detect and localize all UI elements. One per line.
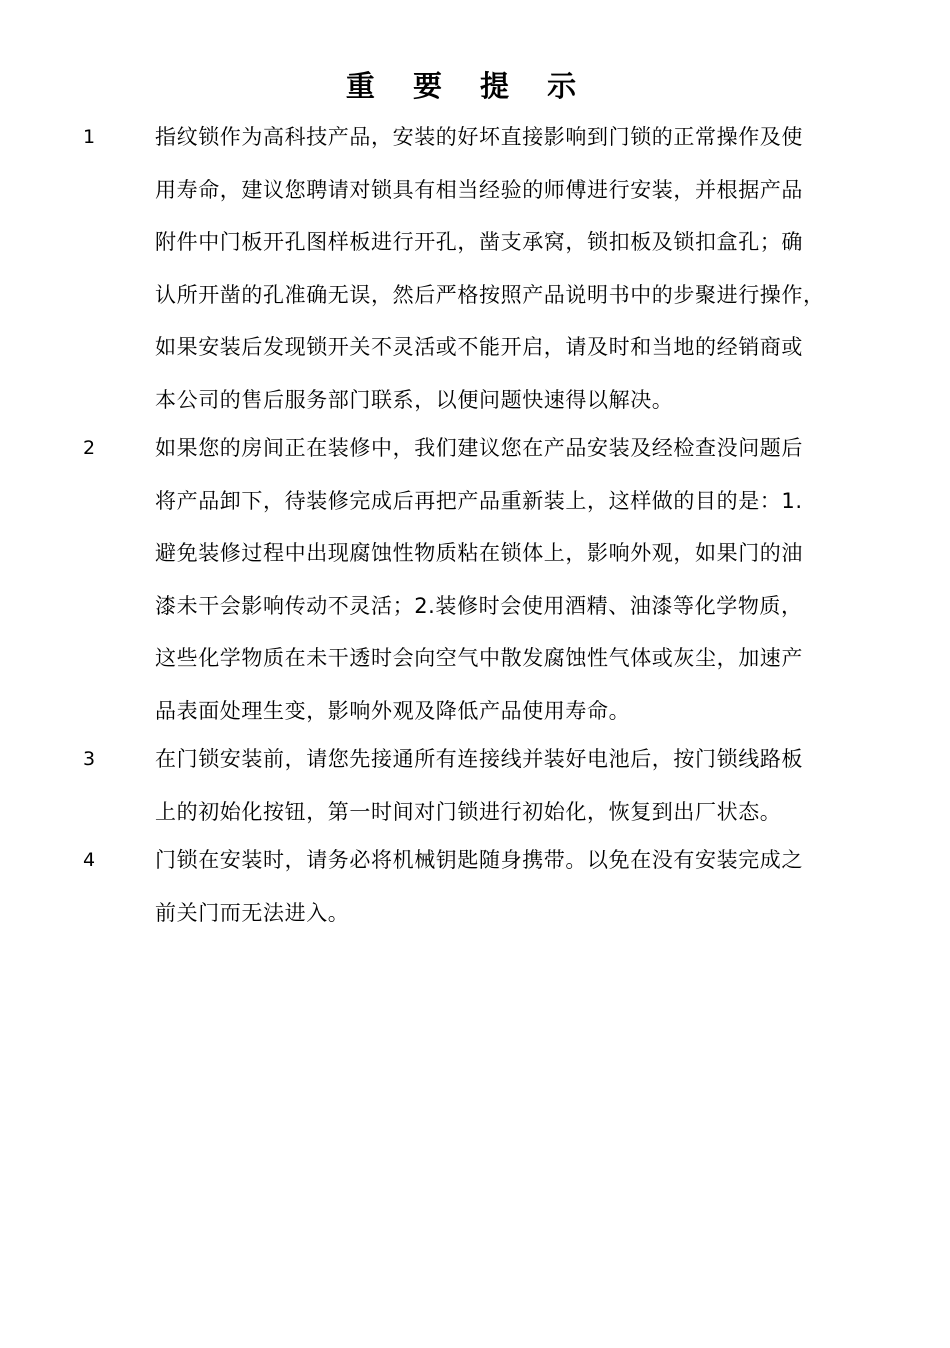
- item-number: 3: [83, 748, 96, 770]
- page-title: 重 要 提 示: [345, 69, 591, 103]
- item-text-line: 这些化学物质在未干透时会向空气中散发腐蚀性气体或灰尘，加速产: [155, 646, 803, 670]
- item-text-line: 本公司的售后服务部门联系，以便问题快速得以解决。: [155, 387, 674, 412]
- item-text: [155, 733, 890, 838]
- item-number: 2: [83, 437, 96, 459]
- item-text-line: 漆未干会影响传动不灵活；2.装修时会使用酒精、油漆等化学物质，: [155, 593, 803, 618]
- item-text: [155, 111, 890, 426]
- item-text-line: 如果您的房间正在装修中，我们建议您在产品安装及经检查没问题后: [155, 436, 803, 460]
- item-text-line: 指纹锁作为高科技产品，安装的好坏直接影响到门锁的正常操作及使: [155, 125, 803, 149]
- item-number: 1: [83, 126, 96, 148]
- item-number: 4: [83, 849, 96, 871]
- item-text: [155, 834, 890, 939]
- item-text-line: 附件中门板开孔图样板进行开孔，凿支承窝，锁扣板及锁扣盒孔；确: [155, 230, 803, 254]
- item-text-line: 将产品卸下，待装修完成后再把产品重新装上，这样做的目的是：1.: [155, 488, 803, 513]
- item-text-line: 认所开凿的孔准确无误，然后严格按照产品说明书中的步聚进行操作，: [155, 282, 825, 307]
- item-text: [155, 422, 890, 737]
- item-text-line: 如果安装后发现锁开关不灵活或不能开启，请及时和当地的经销商或: [155, 335, 803, 359]
- item-text-line: 前关门而无法进入。: [155, 900, 350, 925]
- item-text-line: 品表面处理生变，影响外观及降低产品使用寿命。: [155, 698, 631, 723]
- item-text-line: 上的初始化按钮，第一时间对门锁进行初始化，恢复到出厂状态。: [155, 799, 782, 824]
- item-text-line: 门锁在安装时，请务必将机械钥匙随身携带。以免在没有安装完成之: [155, 848, 803, 872]
- item-text-line: 在门锁安装前，请您先接通所有连接线并装好电池后，按门锁线路板: [155, 747, 803, 771]
- item-text-line: 避免装修过程中出现腐蚀性物质粘在锁体上，影响外观，如果门的油: [155, 541, 803, 565]
- item-text-line: 用寿命，建议您聘请对锁具有相当经验的师傅进行安装，并根据产品: [155, 177, 803, 202]
